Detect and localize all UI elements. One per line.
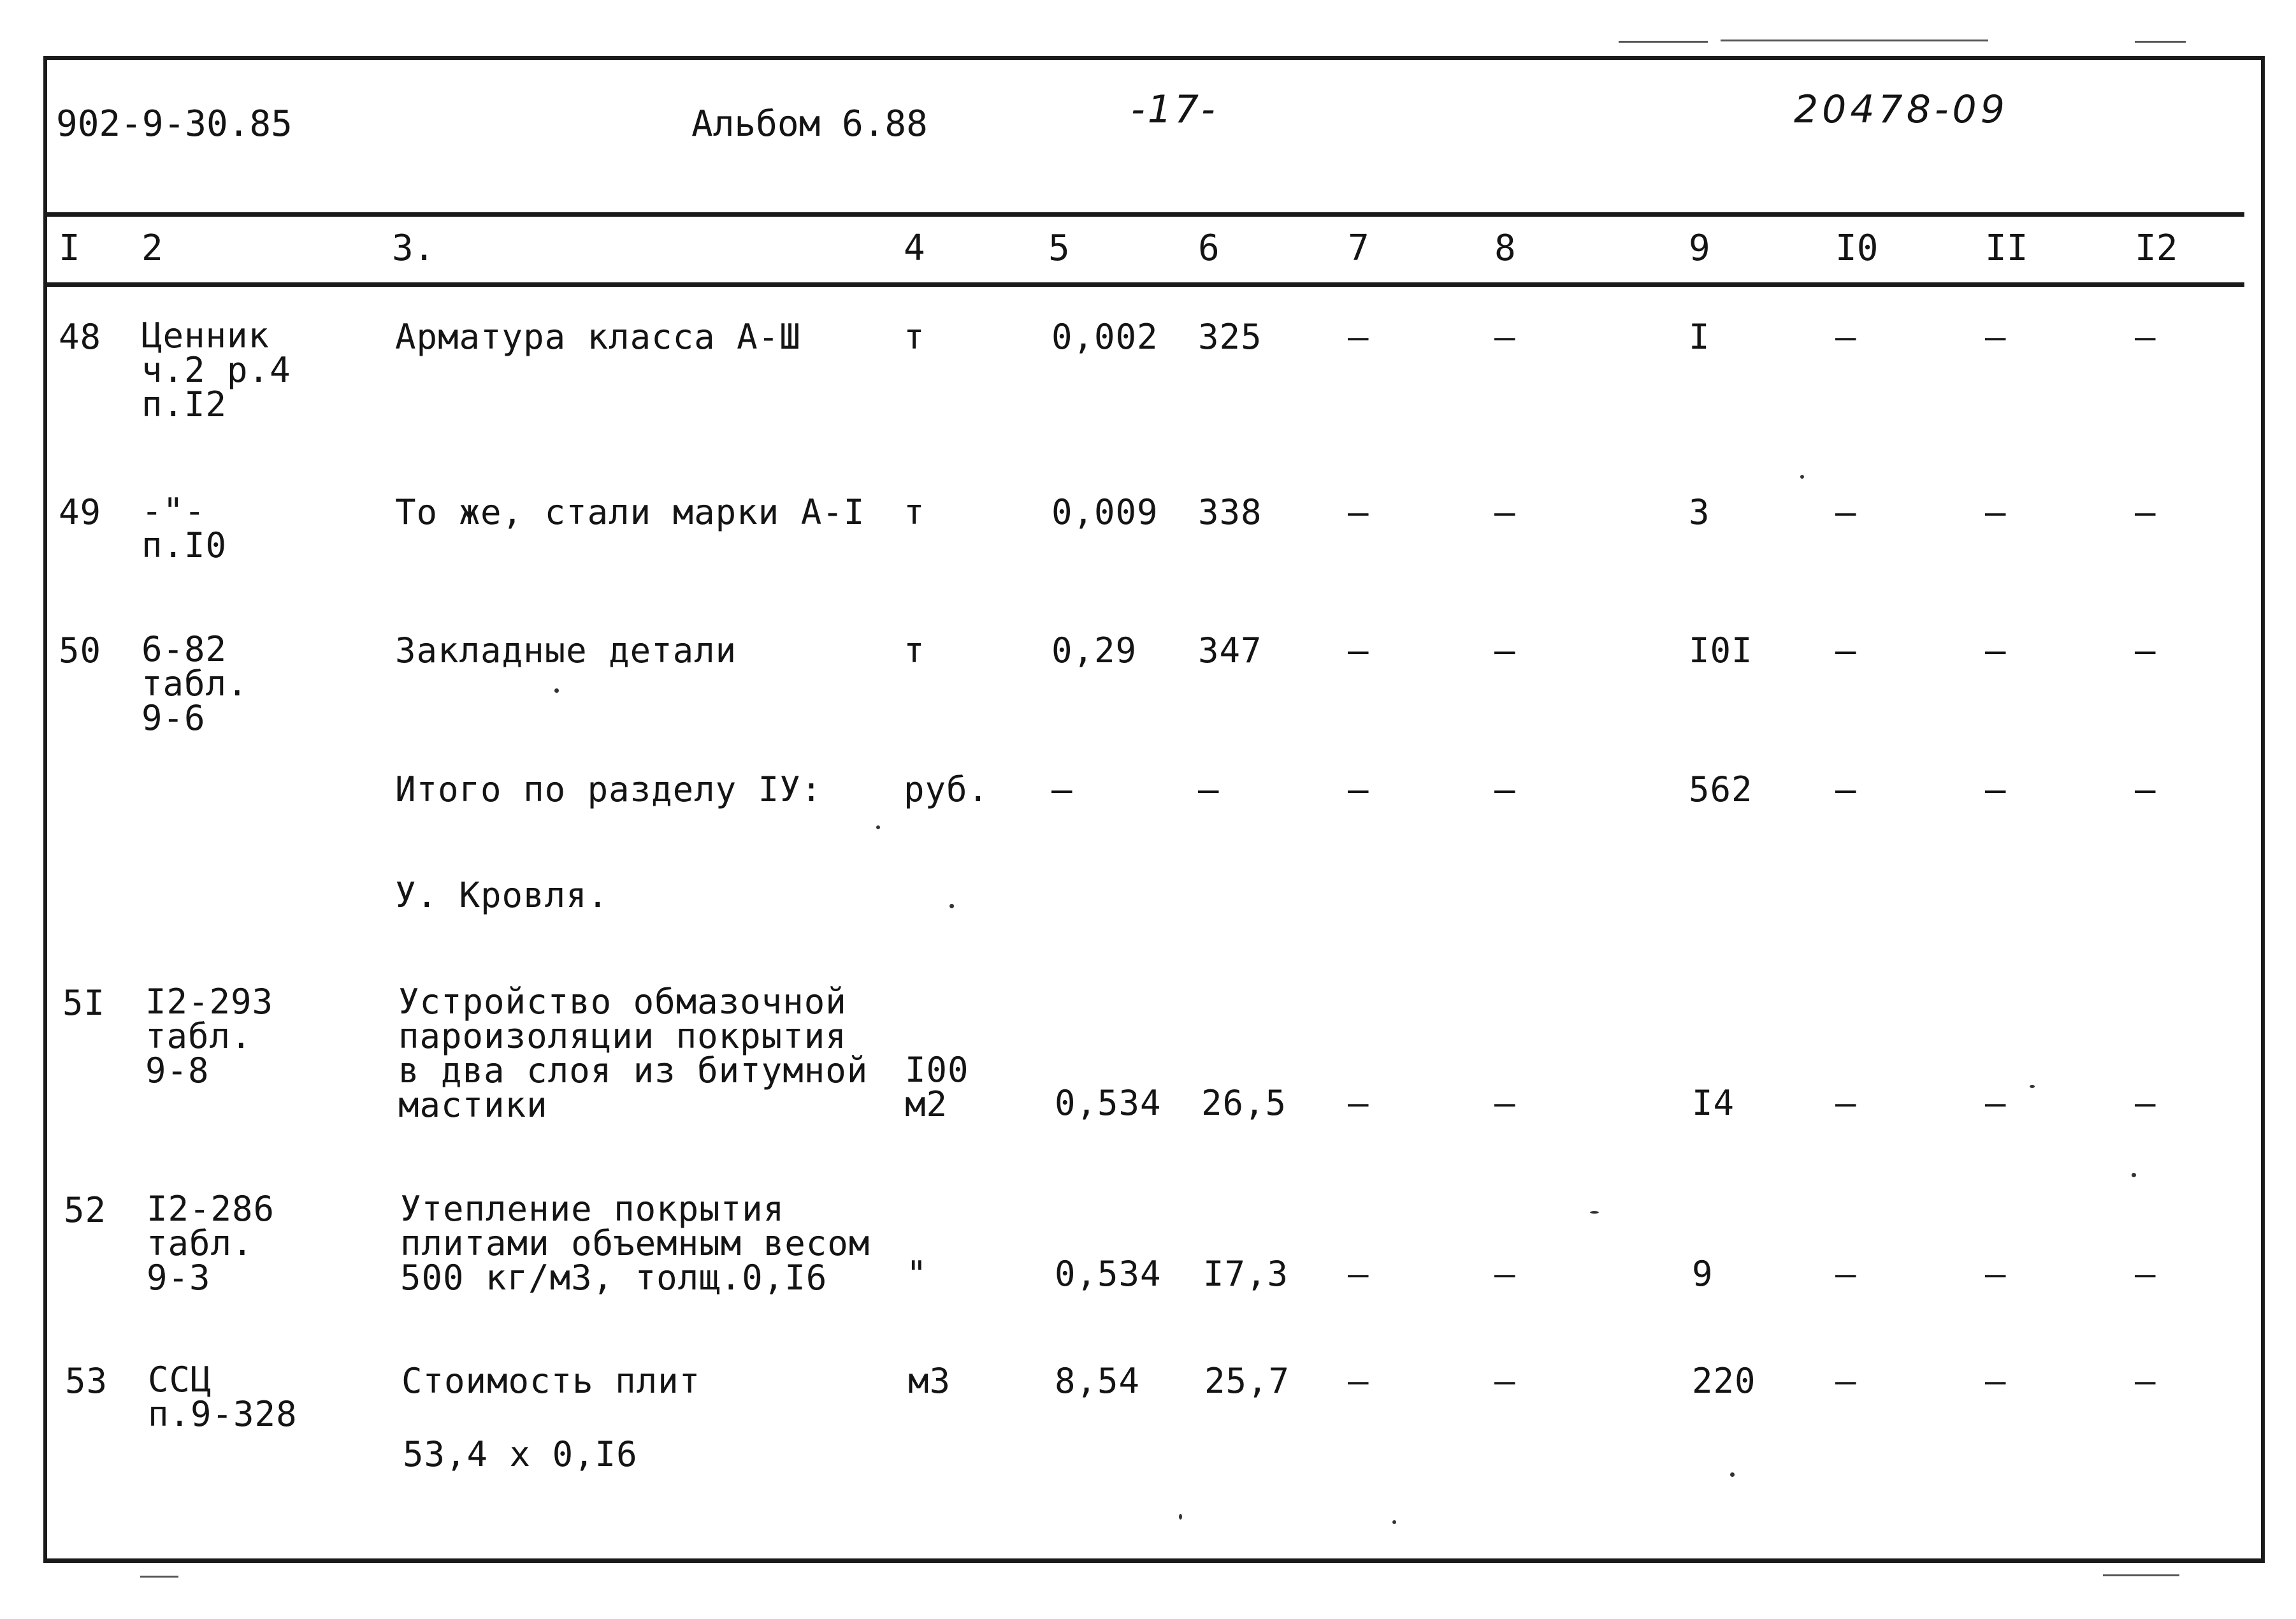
col-header-6: 6: [1198, 228, 1220, 269]
section-heading: У. Кровля.: [395, 875, 609, 915]
scan-speck: [1590, 1211, 1599, 1214]
unit: т: [904, 630, 925, 671]
col-10-value: –: [1835, 630, 1857, 671]
col-7-value: –: [1348, 492, 1369, 532]
total-cost: I: [1689, 317, 1710, 357]
rate-reference: ССЦ п.9-328: [148, 1360, 298, 1434]
row-number: 48: [59, 317, 102, 357]
col-10-value: –: [1835, 1083, 1857, 1123]
rate-reference: Ценник ч.2 р.4 п.I2: [141, 316, 291, 425]
quantity: –: [1051, 769, 1073, 810]
unit-price: 26,5: [1201, 1083, 1287, 1123]
col-7-value: –: [1348, 1083, 1369, 1123]
col-11-value: –: [1985, 630, 2007, 671]
col-header-9: 9: [1689, 228, 1710, 269]
col-7-value: –: [1348, 1254, 1369, 1294]
work-description: Арматура класса А-Ш: [395, 317, 801, 357]
col-10-value: –: [1835, 1361, 1857, 1401]
scan-mark: [1721, 40, 1988, 41]
scan-speck: [1392, 1520, 1396, 1524]
col-header-11: II: [1985, 228, 2028, 269]
work-description: Устройство обмазочной пароизоляции покрытия в два слоя из битумной мастики: [398, 982, 869, 1125]
work-description: То же, стали марки А-I: [395, 492, 865, 532]
col-7-value: –: [1348, 1361, 1369, 1401]
scan-speck: [1730, 1472, 1735, 1477]
col-11-value: –: [1985, 1254, 2007, 1294]
header-rule-top: [47, 212, 2244, 217]
rate-reference: I2-286 табл. 9-3: [147, 1189, 275, 1298]
col-header-3: 3.: [392, 228, 435, 269]
col-8-value: –: [1494, 630, 1516, 671]
unit-price: 347: [1198, 630, 1262, 671]
rate-reference: 6-82 табл. 9-6: [141, 629, 249, 738]
col-12-value: –: [2135, 1254, 2156, 1294]
col-8-value: –: [1494, 317, 1516, 357]
total-cost: 9: [1692, 1254, 1714, 1294]
col-12-value: –: [2135, 769, 2156, 810]
col-10-value: –: [1835, 769, 1857, 810]
col-12-value: –: [2135, 1361, 2156, 1401]
quantity: 0,534: [1055, 1083, 1162, 1123]
unit: руб.: [904, 769, 990, 810]
rate-reference: -"- п.I0: [141, 491, 227, 565]
unit: ": [906, 1254, 928, 1294]
scan-speck: [2030, 1085, 2035, 1088]
col-10-value: –: [1835, 1254, 1857, 1294]
col-header-5: 5: [1048, 228, 1070, 269]
scan-mark: [2103, 1574, 2179, 1576]
quantity: 0,534: [1055, 1254, 1162, 1294]
total-cost: 220: [1692, 1361, 1756, 1401]
col-11-value: –: [1985, 492, 2007, 532]
row-number: 49: [59, 492, 102, 532]
col-7-value: –: [1348, 769, 1369, 810]
work-description: Закладные детали: [395, 630, 737, 671]
subtotal-value: 562: [1689, 769, 1753, 810]
scan-mark: [1619, 41, 1708, 43]
rate-reference: I2-293 табл. 9-8: [145, 982, 274, 1091]
unit-price: 25,7: [1204, 1361, 1290, 1401]
col-header-10: I0: [1835, 228, 1879, 269]
unit-price: –: [1198, 769, 1220, 810]
col-10-value: –: [1835, 317, 1857, 357]
page-number: -17-: [1131, 87, 1218, 132]
col-11-value: –: [1985, 317, 2007, 357]
quantity: 8,54: [1055, 1361, 1141, 1401]
album-label: Альбом 6.88: [691, 103, 928, 145]
col-11-value: –: [1985, 1083, 2007, 1123]
col-11-value: –: [1985, 769, 2007, 810]
scan-speck: [2132, 1173, 2136, 1177]
col-8-value: –: [1494, 1254, 1516, 1294]
col-12-value: –: [2135, 492, 2156, 532]
registry-number: 20478-09: [1794, 87, 2009, 132]
col-12-value: –: [2135, 1083, 2156, 1123]
calculation-note: 53,4 x 0,I6: [403, 1434, 638, 1474]
unit-price: 325: [1198, 317, 1262, 357]
col-header-2: 2: [141, 228, 163, 269]
scan-speck: [949, 904, 954, 908]
row-number: 53: [65, 1361, 108, 1401]
unit-price: 338: [1198, 492, 1262, 532]
unit: I00 м2: [905, 1050, 969, 1124]
subtotal-label: Итого по разделу IУ:: [395, 769, 823, 810]
quantity: 0,29: [1051, 630, 1137, 671]
quantity: 0,002: [1051, 317, 1159, 357]
header-rule-bottom: [47, 282, 2244, 287]
col-header-12: I2: [2135, 228, 2178, 269]
col-header-4: 4: [904, 228, 925, 269]
scan-speck: [1179, 1514, 1182, 1520]
col-8-value: –: [1494, 1361, 1516, 1401]
total-cost: I4: [1692, 1083, 1735, 1123]
scan-speck: [876, 825, 880, 829]
row-number: 50: [59, 630, 102, 671]
total-cost: I0I: [1689, 630, 1753, 671]
col-11-value: –: [1985, 1361, 2007, 1401]
unit: т: [904, 317, 925, 357]
scan-speck: [554, 688, 559, 693]
quantity: 0,009: [1051, 492, 1159, 532]
col-8-value: –: [1494, 1083, 1516, 1123]
row-number: 52: [64, 1190, 107, 1230]
work-description: Стоимость плит: [401, 1361, 701, 1401]
col-header-8: 8: [1494, 228, 1516, 269]
unit-price: I7,3: [1203, 1254, 1289, 1294]
col-10-value: –: [1835, 492, 1857, 532]
col-12-value: –: [2135, 630, 2156, 671]
unit: м3: [908, 1361, 951, 1401]
scan-speck: [1800, 475, 1804, 479]
col-7-value: –: [1348, 317, 1369, 357]
scan-mark: [140, 1576, 178, 1578]
unit: т: [904, 492, 925, 532]
col-header-1: I: [59, 228, 80, 269]
col-12-value: –: [2135, 317, 2156, 357]
scan-mark: [2135, 41, 2186, 43]
col-8-value: –: [1494, 769, 1516, 810]
total-cost: 3: [1689, 492, 1710, 532]
doc-code: 902-9-30.85: [56, 103, 292, 145]
col-7-value: –: [1348, 630, 1369, 671]
work-description: Утепление покрытия плитами объемным весом 500 кг/м3, толщ.0,I6: [400, 1189, 870, 1298]
row-number: 5I: [62, 983, 106, 1023]
col-header-7: 7: [1348, 228, 1369, 269]
col-8-value: –: [1494, 492, 1516, 532]
